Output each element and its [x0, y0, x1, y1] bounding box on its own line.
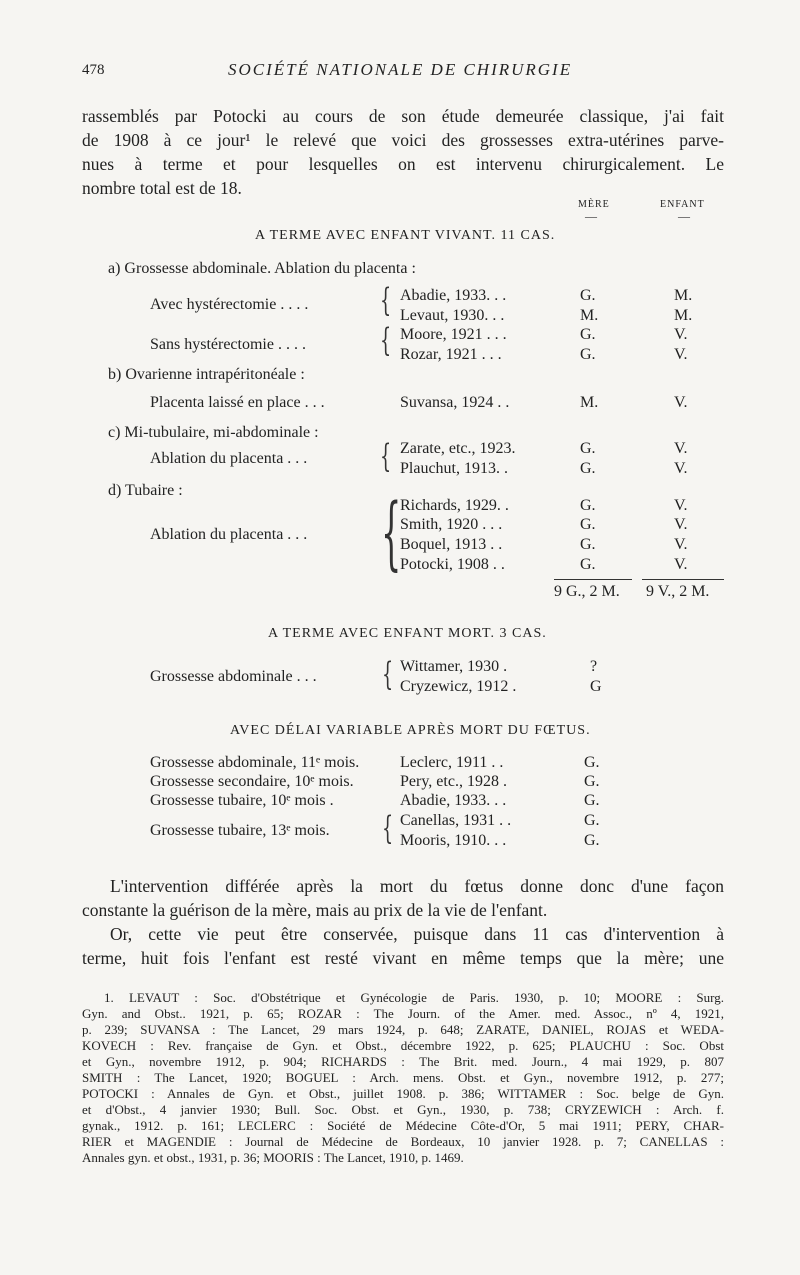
page-number: 478	[82, 62, 105, 78]
total-rule	[642, 579, 724, 580]
category-b: b) Ovarienne intrapéritonéale :	[108, 366, 305, 383]
row-label: Ablation du placenta . . .	[150, 526, 308, 543]
reference: Mooris, 1910. . .	[400, 832, 507, 849]
text-line: L'intervention différée après la mort du fœtus donne donc d'une façon	[110, 876, 724, 896]
row-label: Grossesse tubaire, 13ᵉ mois.	[150, 822, 330, 839]
text-line: de 1908 à ce jour¹ le relevé que voici des grossesses extra-utérines parve-	[82, 130, 724, 150]
reference: Cryzewicz, 1912 .	[400, 678, 517, 695]
reference: Canellas, 1931 . .	[400, 812, 512, 829]
reference: Potocki, 1908 . .	[400, 556, 505, 573]
result-mere: G.	[580, 440, 596, 457]
result-mere: G.	[580, 287, 596, 304]
row-label: Placenta laissé en place . . .	[150, 394, 325, 411]
footnote-line: Annales gyn. et obst., 1931, p. 36; MOORIS : The Lancet, 1910, p. 1469.	[82, 1150, 464, 1165]
total-rule	[554, 579, 632, 580]
result-enfant: V.	[674, 516, 688, 533]
footnote-line: et Gyn., novembre 1912, p. 904; RICHARDS : The Brit. med. Journ., 4 mai 1929, p. 807	[82, 1054, 724, 1069]
text-line: nombre total est de 18.	[82, 178, 242, 198]
reference: Abadie, 1933. . .	[400, 792, 507, 809]
brace: {	[380, 281, 392, 319]
footnote	[82, 990, 724, 1166]
column-header-enfant: ENFANT	[660, 199, 705, 210]
reference: Zarate, etc., 1923.	[400, 440, 516, 457]
result-mere: G.	[584, 832, 600, 849]
reference: Pery, etc., 1928 .	[400, 773, 507, 790]
reference: Suvansa, 1924 . .	[400, 394, 510, 411]
footnote-line: 1. LEVAUT : Soc. d'Obstétrique et Gynécologie de Paris. 1930, p. 10; MOORE : Surg.	[104, 990, 724, 1005]
footnote-line: et d'Obst., 4 janvier 1930; Bull. Soc. Obst. et Gyn., 1930, p. 738; CRYZEWICH : Arch. f.	[82, 1102, 724, 1117]
intro-paragraph	[82, 104, 724, 200]
reference: Wittamer, 1930 .	[400, 658, 508, 675]
reference: Moore, 1921 . . .	[400, 326, 507, 343]
footnote-line: RIER et MAGENDIE : Journal de Médecine de Bordeaux, 10 janvier 1928. p. 7; CANELLAS :	[82, 1134, 724, 1149]
footnote-line: gynak., 1912. p. 161; LECLERC : Société de Médecine Côte-d'Or, 5 mai 1911; PERY, CHAR-	[82, 1118, 724, 1133]
brace: {	[380, 321, 392, 359]
footnote-line: Gyn. and Obst.. 1921, p. 65; ROZAR : The Journ. of the Amer. med. Assoc., nº 4, 1921,	[82, 1006, 724, 1021]
result-mere: M.	[580, 394, 599, 411]
text-line: constante la guérison de la mère, mais au prix de la vie de l'enfant.	[82, 900, 548, 920]
column-header-mere: MÈRE	[578, 199, 610, 210]
total-mere: 9 G., 2 M.	[554, 583, 620, 600]
brace: {	[381, 486, 402, 579]
result-mere: G	[590, 678, 602, 695]
conclusion-paragraph	[82, 874, 724, 970]
result-mere: G.	[580, 460, 596, 477]
category-a: a) Grossesse abdominale. Ablation du placenta :	[108, 260, 416, 277]
result-enfant: V.	[674, 440, 688, 457]
result-enfant: V.	[674, 346, 688, 363]
total-enfant: 9 V., 2 M.	[646, 583, 710, 600]
result-mere: G.	[580, 556, 596, 573]
result-mere: G.	[584, 792, 600, 809]
footnote-line: SMITH : The Lancet, 1920; BOGUEL : Arch. mens. Obst. et Gyn., novembre 1912, p. 277;	[82, 1070, 724, 1085]
row-label: Sans hystérectomie . . . .	[150, 336, 306, 353]
reference: Plauchut, 1913. .	[400, 460, 508, 477]
result-mere: M.	[580, 307, 599, 324]
result-mere: G.	[580, 536, 596, 553]
result-mere: ?	[590, 658, 598, 675]
footnote-line: POTOCKI : Annales de Gyn. et Obst., juillet 1908. p. 386; WITTAMER : Soc. belge de Gyn.	[82, 1086, 724, 1101]
row-label: Ablation du placenta . . .	[150, 450, 308, 467]
result-enfant: V.	[674, 394, 688, 411]
result-mere: G.	[580, 326, 596, 343]
column-dash: —	[678, 209, 690, 223]
result-mere: G.	[580, 346, 596, 363]
section-title: A TERME AVEC ENFANT MORT. 3 CAS.	[268, 626, 547, 641]
result-mere: G.	[584, 773, 600, 790]
reference: Boquel, 1913 . .	[400, 536, 503, 553]
footnote-line: p. 239; SUVANSA : The Lancet, 29 mars 1924, p. 648; ZARATE, DANIEL, ROJAS et WEDA-	[82, 1022, 724, 1037]
result-enfant: V.	[674, 497, 688, 514]
row-label: Grossesse abdominale . . .	[150, 668, 317, 685]
brace: {	[382, 655, 394, 693]
row-label: Grossesse abdominale, 11ᵉ mois.	[150, 754, 360, 771]
brace: {	[380, 437, 392, 475]
result-enfant: M.	[674, 307, 693, 324]
reference: Abadie, 1933. . .	[400, 287, 507, 304]
section-title: AVEC DÉLAI VARIABLE APRÈS MORT DU FŒTUS.	[230, 723, 591, 738]
text-line: terme, huit fois l'enfant est resté vivant en même temps que la mère; une	[82, 948, 724, 968]
category-c: c) Mi-tubulaire, mi-abdominale :	[108, 424, 319, 441]
reference: Smith, 1920 . . .	[400, 516, 503, 533]
result-enfant: V.	[674, 326, 688, 343]
footnote-line: KOVECH : Rev. française de Gyn. et Obst., décembre 1922, p. 625; PLAUCHU : Soc. Obst	[82, 1038, 724, 1053]
reference: Leclerc, 1911 . .	[400, 754, 504, 771]
result-mere: G.	[584, 812, 600, 829]
reference: Richards, 1929. .	[400, 497, 509, 514]
reference: Rozar, 1921 . . .	[400, 346, 502, 363]
running-title: SOCIÉTÉ NATIONALE DE CHIRURGIE	[228, 60, 573, 79]
result-enfant: V.	[674, 460, 688, 477]
result-mere: G.	[580, 497, 596, 514]
result-enfant: M.	[674, 287, 693, 304]
text-line: nues à terme et pour lesquelles on est intervenu chirurgicalement. Le	[82, 154, 724, 174]
result-mere: G.	[580, 516, 596, 533]
row-label: Grossesse secondaire, 10ᵉ mois.	[150, 773, 354, 790]
result-enfant: V.	[674, 536, 688, 553]
text-line: Or, cette vie peut être conservée, puisque dans 11 cas d'intervention à	[110, 924, 724, 944]
result-enfant: V.	[674, 556, 688, 573]
text-line: rassemblés par Potocki au cours de son étude demeurée classique, j'ai fait	[82, 106, 724, 126]
section-title: A TERME AVEC ENFANT VIVANT. 11 CAS.	[255, 228, 556, 243]
brace: {	[382, 809, 394, 847]
result-mere: G.	[584, 754, 600, 771]
row-label: Grossesse tubaire, 10ᵉ mois .	[150, 792, 334, 809]
row-label: Avec hystérectomie . . . .	[150, 296, 309, 313]
reference: Levaut, 1930. . .	[400, 307, 505, 324]
column-dash: —	[585, 209, 597, 223]
category-d: d) Tubaire :	[108, 482, 183, 499]
